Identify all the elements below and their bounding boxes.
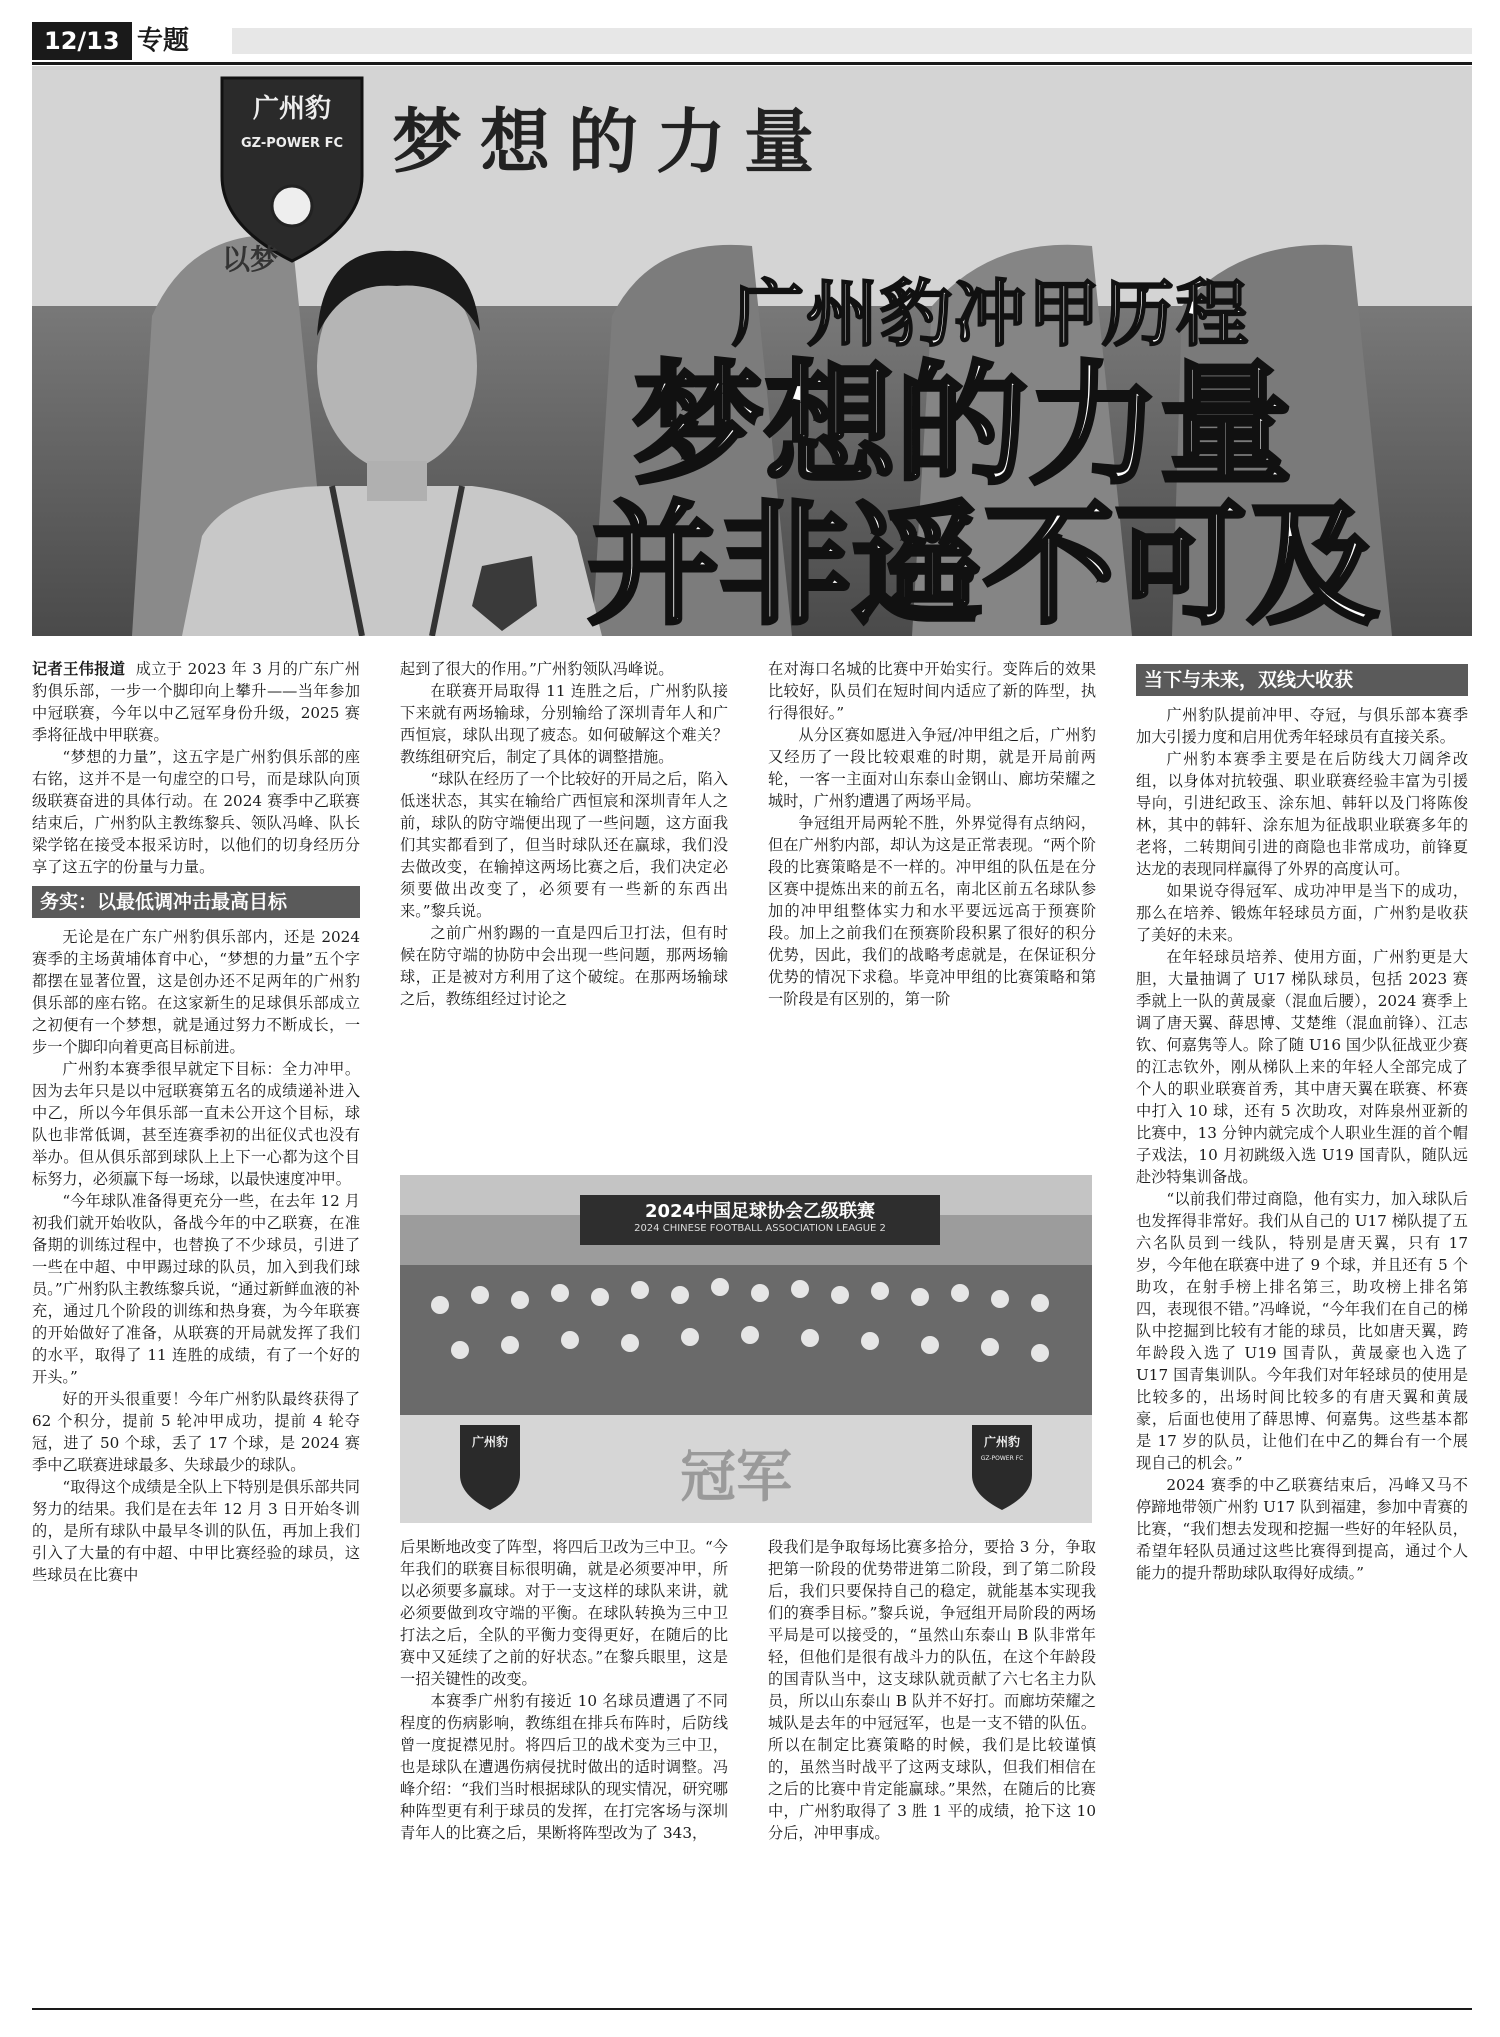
paragraph: 广州豹队提前冲甲、夺冠，与俱乐部本赛季加大引援力度和启用优秀年轻球员有直接关系。 <box>1136 706 1468 746</box>
paragraph: 后果断地改变了阵型，将四后卫改为三中卫。“今年我们的联赛目标很明确，就是必须要冲甲，所以必须要多赢球。对于一支这样的球队来讲，就必须要做到攻守端的平衡。在球队转换为三中卫打法之后，全队的平衡力变得更好，在随后的比赛中又延续了之前的好状态。”在黎兵眼里，这是一招关键性的改变。 <box>400 1538 728 1688</box>
paragraph: “梦想的力量”，这五字是广州豹俱乐部的座右铭，这并不是一句虚空的口号，而是球队向顶级联赛奋进的具体行动。在 2024 赛季中乙联赛结束后，广州豹队主教练黎兵、领队冯峰、队长梁学铭在接受本报采访时，以他们的切身经历分享了这五字的份量与力量。 <box>32 748 360 876</box>
coach-figure <box>182 486 602 636</box>
paragraph: 争冠组开局两轮不胜，外界觉得有点纳闷，但在广州豹内部，却认为这是正常表现。“两个阶段的比赛策略是不一样的。冲甲组的队伍是在分区赛中提炼出来的前五名，南北区前五名球队参加的冲甲组整体实力和水平要远远高于预赛阶段。加上之前我们在预赛阶段积累了很好的积分优势，因此，我们的战略考虑就是，在保证积分优势的情况下求稳。毕竟冲甲组的比赛策略和第一阶段是有区别的，第一阶 <box>768 814 1096 1008</box>
league-banner: 2024中国足球协会乙级联赛 <box>644 1201 876 1222</box>
paragraph: 从分区赛如愿进入争冠/冲甲组之后，广州豹又经历了一段比较艰难的时期，就是开局前两轮，一客一主面对山东泰山金钢山、廊坊荣耀之城时，广州豹遭遇了两场平局。 <box>768 726 1096 810</box>
banner-side-text: 以梦 <box>222 243 279 276</box>
page-header <box>32 22 1472 65</box>
logo-right-text: 广州豹 <box>983 1435 1020 1449</box>
paragraph: 广州豹本赛季主要是在后防线大刀阔斧改组，以身体对抗较强、职业联赛经验丰富为引援导向，引进纪政玉、涂东旭、韩轩以及门将陈俊林，其中的韩轩、涂东旭为征战职业联赛多年的老将，二转期间引进的商隐也非常成功，前锋夏达龙的表现同样赢得了外界的高度认可。 <box>1136 750 1468 878</box>
logo-text: 广州豹 <box>252 94 331 124</box>
paragraph: 如果说夺得冠军、成功冲甲是当下的成功，那么在培养、锻炼年轻球员方面，广州豹是收获了美好的未来。 <box>1136 882 1468 944</box>
paragraph: 本赛季广州豹有接近 10 名球员遭遇了不同程度的伤病影响，教练组在排兵布阵时，后防线曾一度捉襟见肘。将四后卫的战术变为三中卫，也是球队在遭遇伤病侵扰时做出的适时调整。冯峰介绍：“我们当时根据球队的现实情况，研究哪种阵型更有利于球员的发挥，在打完客场与深圳青年人的比赛之后，果断将阵型改为了 343， <box>400 1692 728 1842</box>
headline-line-1: 梦想的力量 <box>632 348 1292 503</box>
champion-stage-text: 冠军 <box>680 1444 792 1510</box>
team-celebration-photo <box>400 1175 1092 1523</box>
header-bar <box>232 28 1472 54</box>
paragraph: 无论是在广东广州豹俱乐部内，还是 2024 赛季的主场黄埔体育中心，“梦想的力量”五个字都摆在显著位置，这是创办还不足两年的广州豹俱乐部的座右铭。在这家新生的足球俱乐部成立之初便有一个梦想，就是通过努力不断成长，一步一个脚印向着更高目标前进。 <box>32 928 360 1056</box>
paragraph: 段我们是争取每场比赛多拾分，要拾 3 分，争取把第一阶段的优势带进第二阶段，到了第二阶段后，我们只要保持自己的稳定，就能基本实现我们的赛季目标。”黎兵说，争冠组开局阶段的两场平局是可以接受的，“虽然山东泰山 B 队非常年轻，但他们是很有战斗力的队伍，在这个年龄段的国青队当中，这支球队就贡献了六七名主力队员，所以山东泰山 B 队并不好打。而廊坊荣耀之城队是去年的中冠冠军，也是一支不错的队伍。所以在制定比赛策略的时候，我们是比较谨慎的，虽然当时战平了这两支球队，但我们相信在之后的比赛中肯定能赢球。”果然，在随后的比赛中，广州豹取得了 3 胜 1 平的成绩，抢下这 10 分后，冲甲事成。 <box>768 1538 1096 1842</box>
article-column-4 <box>1136 658 1468 1998</box>
subheading: 务实：以最低调冲击最高目标 <box>32 886 360 918</box>
paragraph: 好的开头很重要！今年广州豹队最终获得了 62 个积分，提前 5 轮冲甲成功，提前 4 轮夺冠，进了 50 个球，丢了 17 个球，是 2024 赛季中乙联赛进球最多、失球最少的球队。 <box>32 1390 360 1474</box>
paragraph: 之前广州豹踢的一直是四后卫打法，但有时候在防守端的协防中会出现一些问题，那两场输球，正是被对方利用了这个破绽。在那两场输球之后，教练组经过讨论之 <box>400 924 728 1008</box>
paragraph: “今年球队准备得更充分一些，在去年 12 月初我们就开始收队，备战今年的中乙联赛，在准备期的训练过程中，也替换了不少球员，引进了一些在中超、中甲踢过球的队员，加入到我们球员。”广州豹队主教练黎兵说，“通过新鲜血液的补充，通过几个阶段的训练和热身赛，为今年联赛的开始做好了准备，从联赛的开局就发挥了我们的水平，取得了 11 连胜的成绩，有了一个好的开头。” <box>32 1192 360 1386</box>
headline-kicker: 广州豹冲甲历程 <box>732 272 1251 356</box>
league-banner-sub: 2024 CHINESE FOOTBALL ASSOCIATION LEAGUE 2 <box>634 1223 886 1234</box>
hero-photo <box>32 66 1472 636</box>
page-number: 12/13 <box>32 22 132 60</box>
article-column-3-top <box>768 658 1096 1163</box>
paragraph: 2024 赛季的中乙联赛结束后，冯峰又马不停蹄地带领广州豹 U17 队到福建，参加中青赛的比赛，“我们想去发现和挖掘一些好的年轻队员，希望年轻队员通过这些比赛得到提高，通过个人能力的提升帮助球队取得好成绩。” <box>1136 1476 1468 1582</box>
paragraph: 起到了很大的作用。”广州豹领队冯峰说。 <box>400 660 674 678</box>
logo-right-subtext: GZ-POWER FC <box>980 1455 1024 1462</box>
paragraph: “球队在经历了一个比较好的开局之后，陷入低迷状态，其实在输给广西恒宸和深圳青年人之前，球队的防守端便出现了一些问题，这方面我们其实都看到了，但当时球队还在赢球，我们没去做改变，在输掉这两场比赛之后，我们决定必须要做出改变了，必须要有一些新的东西出来。”黎兵说。 <box>400 770 728 920</box>
paragraph: 广州豹本赛季很早就定下目标：全力冲甲。因为去年只是以中冠联赛第五名的成绩递补进入中乙，所以今年俱乐部一直未公开这个目标，球队也非常低调，甚至连赛季初的出征仪式也没有举办。但从俱乐部到球队上上下一心都为这个目标努力，必须赢下每一场球，以最快速度冲甲。 <box>32 1060 360 1188</box>
paragraph: 在对海口名城的比赛中开始实行。变阵后的效果比较好，队员们在短时间内适应了新的阵型，执行得很好。” <box>768 660 1096 722</box>
paragraph: “取得这个成绩是全队上下特别是俱乐部共同努力的结果。我们是在去年 12 月 3 日开始冬训的，是所有球队中最早冬训的队伍，再加上我们引入了大量的有中超、中甲比赛经验的球员，这些球员在比赛中 <box>32 1478 360 1584</box>
lead-text: 成立于 2023 年 3 月的广东广州豹俱乐部，一步一个脚印向上攀升——当年参加中冠联赛，今年以中乙冠军身份升级，2025 赛季将征战中甲联赛。 <box>32 660 360 744</box>
article-column-2-bottom <box>400 1536 728 1998</box>
article-column-3-bottom <box>768 1536 1096 1998</box>
article-column-1 <box>32 658 360 1998</box>
paragraph: 在联赛开局取得 11 连胜之后，广州豹队接下来就有两场输球，分别输给了深圳青年人和广西恒宸，球队出现了疲态。如何破解这个难关？教练组研究后，制定了具体的调整措施。 <box>400 682 728 766</box>
section-label: 专题 <box>137 26 190 56</box>
article-column-2-top <box>400 658 728 1163</box>
logo-left-text: 广州豹 <box>471 1435 508 1449</box>
banner-slogan: 梦想的力量 <box>392 100 832 183</box>
paragraph: 在年轻球员培养、使用方面，广州豹更是大胆，大量抽调了 U17 梯队球员，包括 2023 赛季就上一队的黄晟豪（混血后腰），2024 赛季上调了唐天翼、薛思博、艾楚维（混血前锋）、江志钦、何嘉隽等人。除了随 U16 国少队征战亚少赛的江志钦外，刚从梯队上来的年轻人全部完成了个人的职业联赛首秀，其中唐天翼在联赛、杯赛中打入 10 球，还有 5 次助攻，对阵泉州亚新的比赛中，13 分钟内就完成个人职业生涯的首个帽子戏法，10 月初跳级入选 U19 国青队，随队远赴沙特集训备战。 <box>1136 948 1468 1186</box>
byline: 记者王伟报道 <box>32 660 126 678</box>
bottom-rule <box>32 2008 1472 2010</box>
subheading: 当下与未来，双线大收获 <box>1136 664 1468 696</box>
logo-subtext: GZ-POWER FC <box>240 136 344 151</box>
headline-line-2: 并非遥不可及 <box>587 488 1379 636</box>
paragraph <box>32 658 360 746</box>
paragraph: “以前我们带过商隐，他有实力，加入球队后也发挥得非常好。我们从自己的 U17 梯队提了五六名队员到一线队，特别是唐天翼，只有 17 岁，今年他在联赛中进了 9 个球，并且还有 5 个助攻，在射手榜上排名第三，助攻榜上排名第四，表现很不错。”冯峰说，“今年我们在自己的梯队中挖掘到比较有才能的球员，比如唐天翼，跨年龄段入选了 U19 国青队，黄晟豪也入选了 U17 国青集训队。今年我们对年轻球员的使用是比较多的，出场时间比较多的有唐天翼和黄晟豪，后面也使用了薛思博、何嘉隽。这些基本都是 17 岁的队员，让他们在中乙的舞台有一个展现自己的机会。” <box>1136 1190 1468 1472</box>
